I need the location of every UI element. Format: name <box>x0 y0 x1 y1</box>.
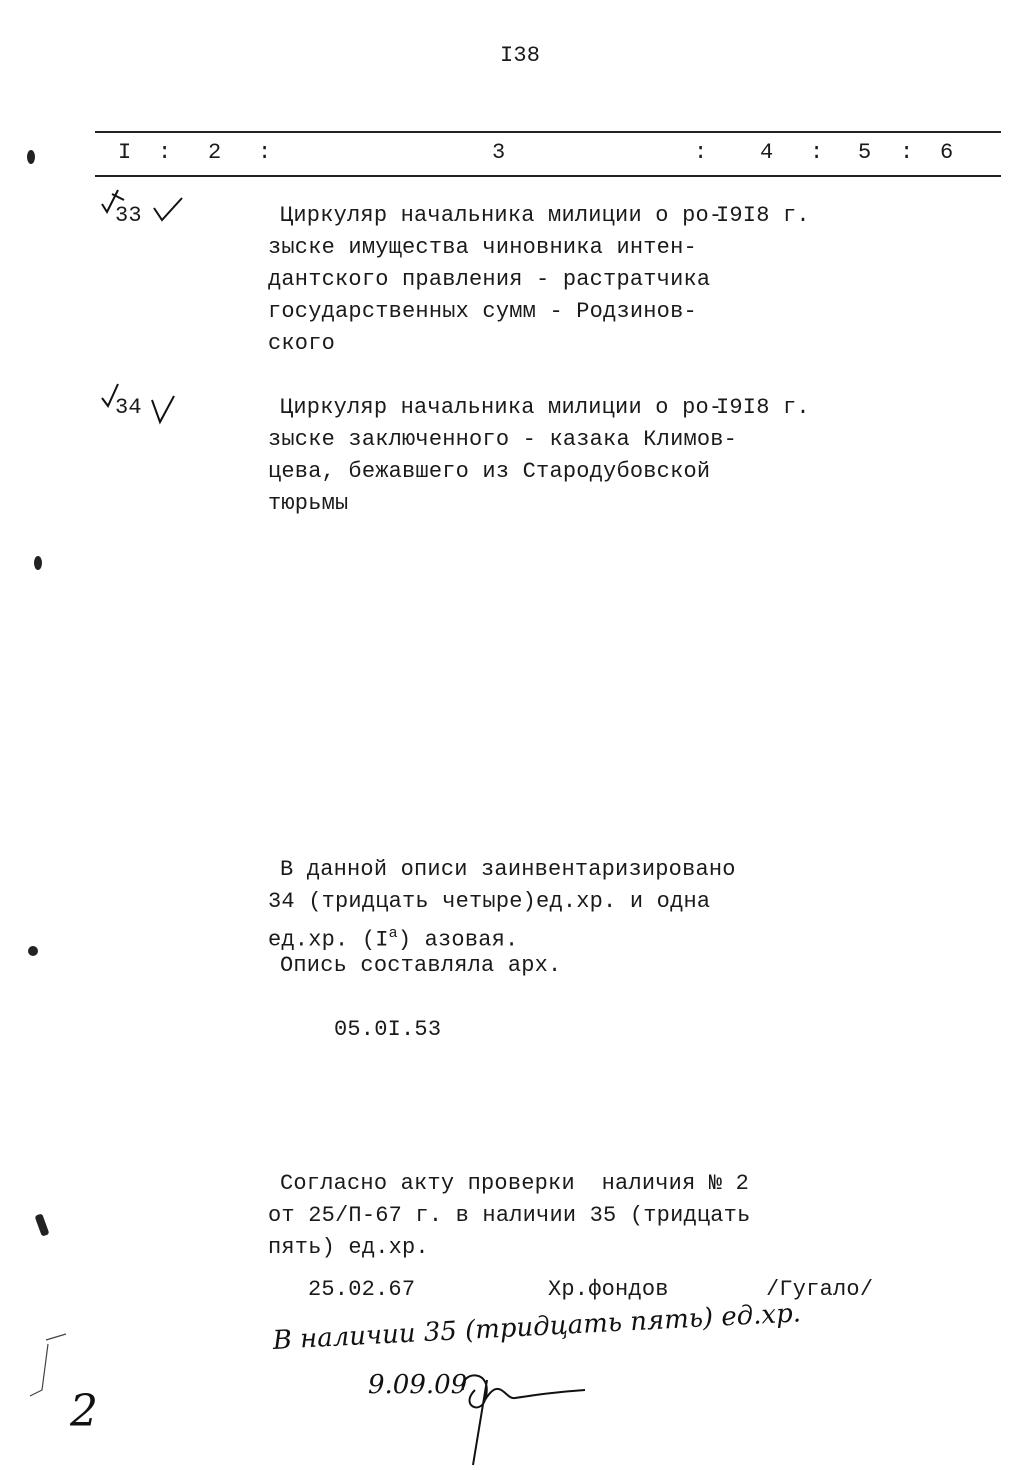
binding-hole-mark <box>34 556 42 570</box>
entry-title-line: зыске заключенного - казака Климов- <box>268 427 738 452</box>
summary-line: В данной описи заинвентаризировано <box>280 857 736 882</box>
verification-line: Согласно акту проверки наличия № 2 <box>280 1171 750 1196</box>
signature-icon <box>455 1360 595 1470</box>
col-separator: : <box>694 140 708 165</box>
checkmark-icon <box>146 392 186 432</box>
col-separator: : <box>810 140 824 165</box>
entry-title-line: государственных сумм - Родзинов- <box>268 299 697 324</box>
entry-title-line: дантского правления - растратчика <box>268 267 711 292</box>
binding-hole-mark <box>34 1213 49 1236</box>
col-separator: : <box>258 140 272 165</box>
verification-line: от 25/П-67 г. в наличии 35 (тридцать <box>268 1203 751 1228</box>
col-header-6: 6 <box>940 140 954 165</box>
entry-date: I9I8 г. <box>716 395 810 420</box>
col-separator: : <box>158 140 172 165</box>
entry-number: 33 <box>115 203 142 228</box>
col-header-4: 4 <box>760 140 774 165</box>
handwritten-date: 9.09.09 <box>368 1370 468 1400</box>
header-top-rule <box>95 131 1001 133</box>
binding-hole-mark <box>27 150 35 164</box>
entry-title-line: Циркуляр начальника милиции о ро- <box>280 203 723 228</box>
entry-title-line: ского <box>268 331 336 356</box>
verification-date: 25.02.67 <box>308 1277 416 1302</box>
summary-line: Опись составляла арх. <box>280 953 562 978</box>
margin-mark: 2 <box>70 1386 98 1437</box>
col-header-1: I <box>118 140 132 165</box>
verification-position: Хр.фондов <box>548 1277 669 1302</box>
col-separator: : <box>900 140 914 165</box>
checkmark-icon <box>150 194 190 234</box>
handwritten-note: В наличии 35 (тридцать пять) ед.хр. <box>272 1298 802 1356</box>
col-header-3: 3 <box>492 140 506 165</box>
page-number: I38 <box>500 43 541 68</box>
entry-number: 34 <box>115 395 142 420</box>
binding-hole-mark <box>28 946 38 956</box>
verification-name: /Гугало/ <box>766 1277 874 1302</box>
entry-title-line: Циркуляр начальника милиции о ро- <box>280 395 723 420</box>
summary-line: 34 (тридцать четыре)ед.хр. и одна <box>268 889 711 914</box>
entry-title-line: цева, бежавшего из Стародубовской <box>268 459 711 484</box>
margin-pencil-mark-icon <box>26 1330 86 1410</box>
col-header-5: 5 <box>858 140 872 165</box>
checkmark-icon <box>96 380 136 420</box>
summary-line: ед.хр. $(I^а)$ азовая. <box>268 925 519 953</box>
entry-title-line: зыске имущества чиновника интен- <box>268 235 697 260</box>
checkmark-icon <box>98 186 138 226</box>
col-header-2: 2 <box>208 140 222 165</box>
summary-date: 05.0I.53 <box>334 1017 442 1042</box>
entry-title-line: тюрьмы <box>268 491 349 516</box>
header-bottom-rule <box>95 175 1001 177</box>
entry-date: I9I8 г. <box>716 203 810 228</box>
verification-line: пять) ед.хр. <box>268 1235 429 1260</box>
